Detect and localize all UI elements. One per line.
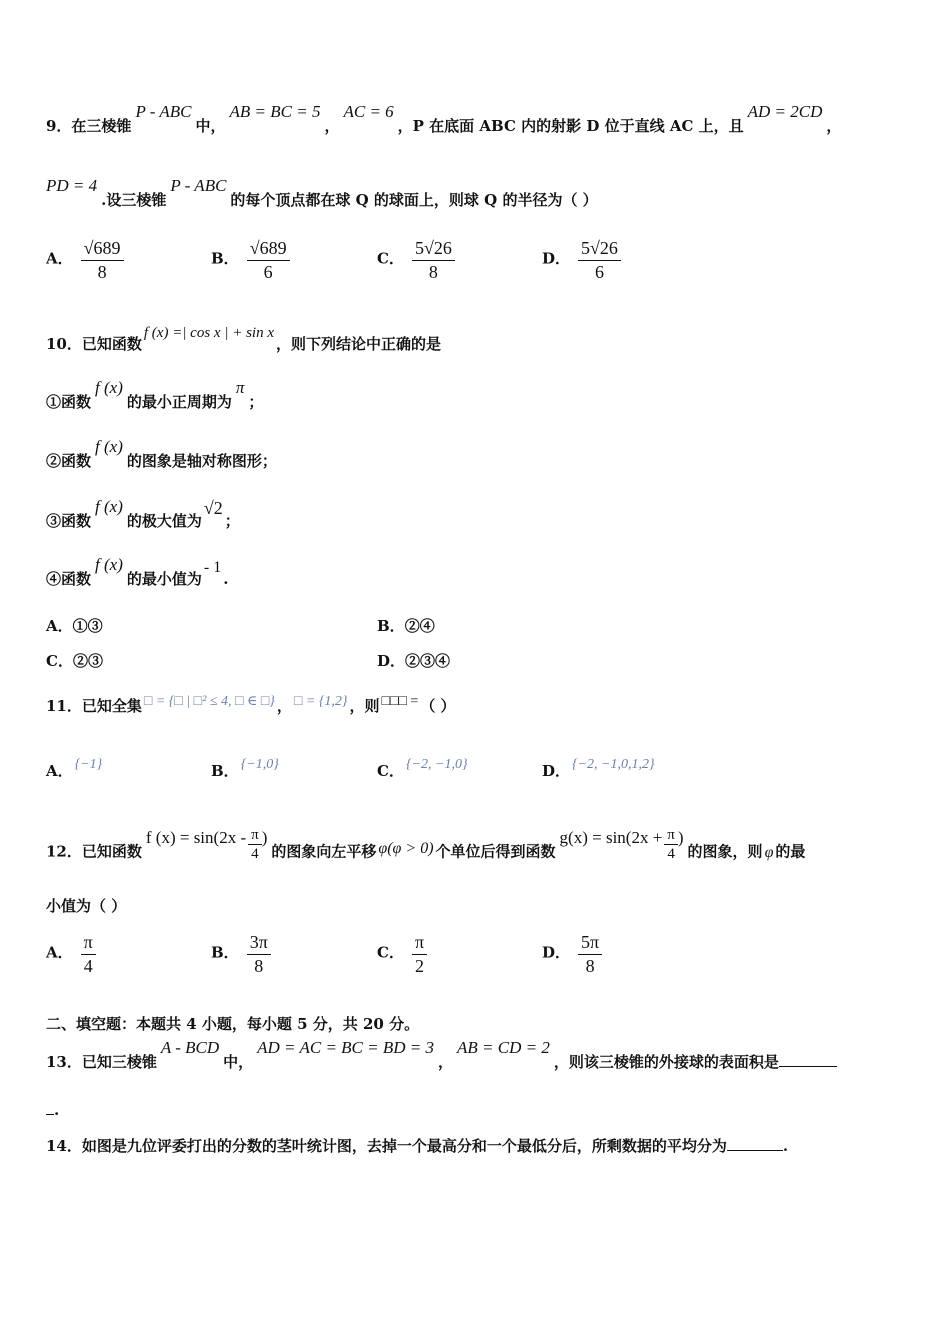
q9-ac-math: AC = 6 [343, 102, 394, 121]
q11-option-c[interactable] [377, 757, 470, 781]
q12-g-close: ) [677, 827, 684, 847]
q11-option-d[interactable] [542, 757, 657, 781]
q9-option-c-label: C． [377, 249, 404, 268]
q9-option-c-den: 8 [428, 262, 438, 282]
q10-s3-val: √2 [203, 498, 223, 518]
q10-option-c-label: C． [46, 652, 73, 670]
q12-g-math: g(x) = sin(2x + [559, 827, 663, 847]
q10-s1-pre: 函数 [61, 393, 92, 411]
q12-option-a[interactable] [46, 930, 96, 977]
q12-option-b[interactable] [211, 930, 271, 977]
q13-text2: ， [438, 1053, 454, 1071]
q11-option-b-label: B． [211, 762, 239, 780]
q12-g-num: π [664, 826, 678, 845]
q12-phi-math: φ(φ > 0) [378, 839, 434, 857]
q12-f-den: 4 [251, 846, 259, 862]
q9-option-d-num: 5√26 [578, 236, 621, 261]
q9-option-d-den: 6 [594, 262, 604, 282]
q9-line2 [46, 176, 910, 210]
q9-pyramid-math: P - ABC [135, 102, 192, 121]
q12-option-c[interactable] [377, 930, 427, 977]
q14-end: . [782, 1137, 789, 1155]
q12-option-b-num: 3π [247, 930, 271, 955]
q9-text1: 中， [195, 117, 226, 135]
q9-option-b-label: B． [211, 249, 239, 268]
q10-function-math: f (x) =| cos x | + sin x [143, 325, 274, 341]
q10-option-a-label: A． [46, 617, 73, 635]
q10-s2-mark: ② [46, 452, 62, 470]
section-2-title: 二、填空题：本题共 4 小题，每小题 5 分，共 20 分。 [46, 1015, 420, 1033]
q12-g-fraction [664, 826, 678, 863]
q12-option-b-label: B． [211, 943, 239, 962]
q12-text4: 的最 [775, 842, 806, 861]
q13-line2 [46, 1100, 910, 1120]
q10-statement-2 [46, 437, 910, 471]
q9-text2: ， [324, 117, 340, 135]
q11-option-a-text: {−1} [74, 757, 103, 772]
q9-option-b-num: √689 [247, 236, 290, 261]
q10-s4-mark: ④ [46, 570, 62, 588]
q9-ab-bc-math: AB = BC = 5 [229, 102, 321, 121]
q11-prefix: 11．已知全集 [46, 697, 142, 715]
q12-stem [46, 827, 920, 871]
q10-option-a[interactable] [46, 615, 103, 636]
q9-ad-math: AD = 2CD [747, 102, 823, 121]
q11-option-a[interactable] [46, 757, 104, 781]
q11-set-a: □ = {1,2} [293, 694, 348, 709]
q10-statement-4 [46, 555, 910, 590]
q12-f-close: ) [261, 827, 268, 847]
q12-phi-2: φ [764, 843, 774, 861]
q10-s3-end: ； [224, 512, 240, 530]
q12-text2: 个单位后得到函数 [435, 842, 556, 861]
q9-option-a-fraction [81, 236, 124, 283]
q12-text1: 的图象向左平移 [271, 842, 377, 861]
q11-option-c-text: {−2, −1,0} [405, 757, 468, 772]
q9-option-c-num: 5√26 [412, 236, 455, 261]
q12-text3: 的图象，则 [687, 842, 763, 861]
q12-option-d-label: D． [542, 943, 571, 962]
q12-option-d-num: 5π [578, 930, 602, 955]
q10-s2-mid: 的图象是轴对称图形； [126, 452, 277, 470]
q9-line1 [46, 102, 910, 136]
q12-option-c-den: 2 [415, 956, 424, 976]
q9-pyramid-math-2: P - ABC [170, 176, 227, 195]
q11-option-d-text: {−2, −1,0,1,2} [572, 757, 655, 772]
q10-option-b[interactable] [377, 615, 435, 636]
q13-answer-blank[interactable] [779, 1052, 837, 1067]
q10-s1-mark: ① [46, 393, 62, 411]
q12-option-c-num: π [412, 930, 427, 955]
q9-option-c-fraction [412, 236, 455, 283]
q12-option-c-fraction [412, 930, 427, 977]
q13-edges-math: AD = AC = BC = BD = 3 [257, 1038, 434, 1057]
q11-option-d-label: D． [542, 762, 571, 780]
q9-option-a-num: √689 [81, 236, 124, 261]
section-2-heading [46, 1014, 910, 1034]
q12-option-d-den: 8 [585, 956, 595, 976]
q13-text1: 中， [223, 1053, 254, 1071]
q13-prefix: 13．已知三棱锥 [46, 1053, 157, 1071]
q9-option-a-den: 8 [97, 262, 107, 282]
q11-option-c-label: C． [377, 762, 404, 780]
q12-f-fraction [248, 826, 262, 863]
q9-option-a-label: A． [46, 249, 73, 268]
q12-option-b-fraction [247, 930, 271, 977]
q13-ab-cd-math: AB = CD = 2 [457, 1038, 550, 1057]
q11-option-b[interactable] [211, 757, 281, 781]
q10-s3-pre: 函数 [61, 512, 92, 530]
q11-complement: □□□ = [381, 694, 419, 709]
q13-end: . [54, 1101, 60, 1119]
q10-option-c[interactable] [46, 650, 103, 671]
q10-statement-1 [46, 378, 910, 412]
q12-option-a-label: A． [46, 943, 73, 962]
q10-s3-f: f (x) [95, 497, 123, 516]
q9-number-prefix: 9．在三棱锥 [46, 117, 132, 135]
q9-option-d[interactable] [542, 236, 621, 283]
q12-option-a-num: π [81, 930, 96, 955]
q13-text3: ，则该三棱锥的外接球的表面积是 [553, 1053, 779, 1071]
q10-s3-mid: 的极大值为 [126, 512, 202, 530]
q9-option-b-den: 6 [263, 262, 273, 282]
q13-stem [46, 1038, 914, 1072]
q11-text3: （ ） [420, 697, 456, 715]
q12-option-d[interactable] [542, 930, 602, 977]
q11-option-a-label: A． [46, 762, 73, 780]
q10-s4-pre: 函数 [61, 570, 92, 588]
q9-option-b[interactable] [211, 236, 290, 283]
q9-text3: ，P 在底面 ABC 内的射影 D 位于直线 AC 上，且 [397, 117, 744, 135]
q12-f-num: π [248, 826, 262, 845]
q10-stem [46, 325, 910, 355]
q10-s1-end: ； [248, 393, 264, 411]
q9-line2-text2: 的每个顶点都在球 Q 的球面上，则球 Q 的半径为（ ） [230, 191, 598, 209]
q10-s4-val: - 1 [203, 559, 222, 576]
q12-option-d-fraction [578, 930, 602, 977]
q11-text1: ， [276, 697, 292, 715]
q11-option-b-text: {−1,0} [240, 757, 279, 772]
q10-s2-f: f (x) [95, 437, 123, 456]
q10-prefix: 10．已知函数 [46, 335, 142, 353]
q12-option-b-den: 8 [254, 956, 264, 976]
q10-option-b-label: B． [377, 617, 405, 635]
q10-s4-mid: 的最小值为 [126, 570, 202, 588]
q10-s1-f: f (x) [95, 378, 123, 397]
q9-text4: ， [826, 117, 842, 135]
q10-s2-pre: 函数 [61, 452, 92, 470]
q9-option-d-label: D． [542, 249, 571, 268]
q12-option-a-fraction [81, 930, 96, 977]
q10-s1-val: π [235, 378, 245, 397]
q10-option-c-text: ②③ [72, 652, 103, 670]
q12-option-c-label: C． [377, 943, 404, 962]
q10-option-d[interactable] [377, 650, 450, 671]
q10-option-a-text: ①③ [72, 617, 103, 635]
q12-g-den: 4 [667, 846, 675, 862]
q10-option-d-label: D． [377, 652, 406, 670]
q10-s4-f: f (x) [95, 555, 123, 574]
q12-prefix: 12．已知函数 [46, 842, 142, 861]
q10-s4-end: . [223, 570, 229, 588]
q9-option-c[interactable] [377, 236, 455, 283]
q9-option-b-fraction [247, 236, 290, 283]
q11-text2: ，则 [349, 697, 380, 715]
q11-universal-set: □ = {□ | □² ≤ 4, □ ∈ □} [143, 694, 275, 709]
q14-answer-blank[interactable] [727, 1136, 783, 1151]
q12-line2-text: 小值为（ ） [46, 897, 127, 915]
q14-text: 14．如图是九位评委打出的分数的茎叶统计图，去掉一个最高分和一个最低分后，所剩数据的平均分为 [46, 1137, 727, 1155]
q13-pyramid-math: A - BCD [160, 1038, 220, 1057]
q12-option-a-den: 4 [83, 956, 93, 976]
q12-line2 [46, 896, 910, 916]
q14-stem [46, 1136, 910, 1156]
q10-s1-mid: 的最小正周期为 [126, 393, 232, 411]
q12-f-math: f (x) = sin(2x - [145, 827, 247, 847]
q10-option-d-text: ②③④ [405, 652, 451, 670]
q11-stem [46, 696, 910, 718]
q10-option-b-text: ②④ [404, 617, 435, 635]
q10-suffix: ，则下列结论中正确的是 [276, 335, 442, 353]
q10-s3-mark: ③ [46, 512, 62, 530]
q9-option-d-fraction [578, 236, 621, 283]
q9-pd-math: PD = 4 [46, 176, 98, 195]
q13-blank-continuation [46, 1100, 54, 1115]
q9-option-a[interactable] [46, 236, 124, 283]
q9-line2-text1: .设三棱锥 [101, 191, 167, 209]
q10-statement-3 [46, 497, 910, 531]
